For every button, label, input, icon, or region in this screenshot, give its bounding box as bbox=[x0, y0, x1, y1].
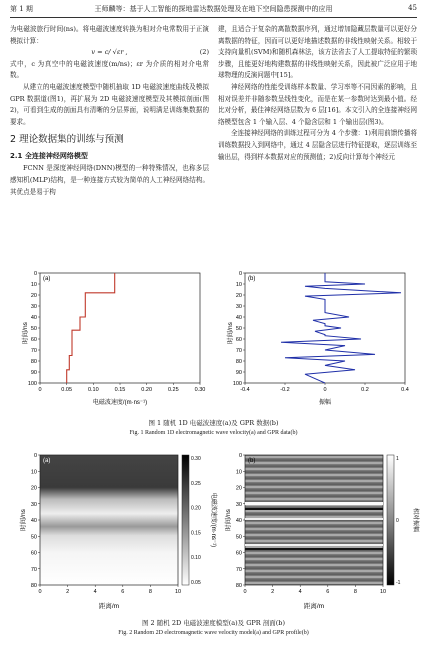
fig1b-ytick-label: 70 bbox=[235, 348, 242, 354]
fig2b-ytick-label: 50 bbox=[235, 534, 242, 541]
fig1b-ylabel: 时间/ns bbox=[227, 322, 234, 344]
fig2a-colorbar-tick: 0.10 bbox=[191, 555, 201, 562]
fig2a-ytick-label: 0 bbox=[33, 453, 37, 459]
paragraph: 全连接神经网络的训练过程可分为 4 个步骤：1)利用前馈传播将训练数据投入到网络中，通过 4 层隐含层进行特征提取，逐层训练至输出层，得到样本数据对应的预测值；2)反向计算每个神经元 bbox=[218, 129, 417, 161]
fig2b-ytick-label: 30 bbox=[235, 501, 242, 508]
fig2b-colorbar-tick: 1 bbox=[396, 456, 399, 462]
fig2b-ytick-label: 0 bbox=[238, 453, 242, 459]
fig2b-colorbar-tick: 0 bbox=[396, 518, 399, 524]
fig2a-xaxis bbox=[38, 585, 181, 595]
fig2b-reflector bbox=[245, 502, 383, 505]
fig1a-frame bbox=[40, 273, 200, 383]
fig2b-xaxis bbox=[243, 585, 386, 595]
fig2b-reflector bbox=[245, 548, 383, 550]
fig2a-xtick-label: 0 bbox=[38, 589, 42, 595]
fig2b-colorbar-ticks bbox=[396, 456, 401, 586]
fig1b-yaxis bbox=[233, 271, 245, 387]
fig2b-ytick-label: 40 bbox=[235, 518, 242, 524]
running-header bbox=[10, 4, 417, 18]
fig2a-ytick-label: 10 bbox=[30, 469, 37, 476]
fig2b-tag: (b) bbox=[248, 458, 256, 464]
figure-2-caption-en: Fig. 2 Random 2D electromagnetic wave velocity model(a) and GPR profile(b) bbox=[118, 630, 309, 636]
equation-number: (2) bbox=[199, 48, 209, 57]
fig1a-yaxis bbox=[28, 271, 40, 387]
fig1a-ytick-label: 100 bbox=[27, 381, 37, 387]
fig2a-ytick-label: 30 bbox=[30, 501, 37, 508]
fig2a-colorbar-tick: 0.20 bbox=[191, 505, 201, 512]
fig2a-xtick-label: 2 bbox=[66, 589, 70, 595]
fig1a-tag: (a) bbox=[43, 276, 51, 282]
fig1a-ytick-label: 70 bbox=[30, 348, 37, 354]
fig1a-xtick-label: 0.15 bbox=[114, 387, 126, 393]
fig1a-ytick-label: 10 bbox=[30, 282, 37, 288]
fig1b-ytick-label: 80 bbox=[235, 359, 242, 365]
fig2b-ytick-label: 70 bbox=[235, 566, 242, 573]
running-title: 王师麟等：基于人工智能的探地雷达数据处理及在地下空间隐患探测中的应用 bbox=[94, 5, 333, 13]
equation-body: v = c/ √εr , bbox=[91, 48, 128, 57]
fig2a-velocity-image bbox=[40, 455, 178, 585]
fig2b-reflector bbox=[245, 518, 383, 520]
fig2a-colorbar-label: 电磁波速度/(m·ns⁻¹) bbox=[210, 492, 216, 548]
right-column bbox=[218, 24, 417, 163]
paragraph: 建，且适合于复杂的离散数据序列，通过增加隐藏层数量可以更好分离数据的特征，因而可以更好地描述数据的非线性映射关系。相较于支持向量机(SVM)和随机森林法，该方法省去了人工提取特征的繁琐步骤，且能更好地构建数据的非线性映射关系，因此被广泛应用于地球物理的反演问题中[15]。 bbox=[218, 25, 417, 80]
fig2a-xtick-label: 8 bbox=[148, 589, 152, 595]
fig1a-ytick-label: 80 bbox=[30, 359, 37, 365]
fig1b-xtick-label: -0.2 bbox=[280, 387, 290, 393]
fig1a-xlabel: 电磁波速度/(m·ns⁻¹) bbox=[92, 400, 148, 406]
fig2b-xtick-label: 6 bbox=[326, 589, 330, 595]
fig1a-xtick-label: 0.20 bbox=[141, 387, 153, 393]
fig1b-xtick-label: -0.4 bbox=[240, 387, 250, 393]
fig2b-xlabel: 距离/m bbox=[303, 603, 325, 610]
fig1a-xtick-label: 0.10 bbox=[87, 387, 99, 393]
fig1a-xtick-label: 0 bbox=[38, 387, 42, 393]
fig1b-ytick-label: 90 bbox=[235, 370, 242, 376]
fig1a-ytick-label: 40 bbox=[30, 315, 37, 321]
fig1b-xaxis bbox=[240, 383, 409, 393]
fig2a-ytick-label: 70 bbox=[30, 566, 37, 573]
fig2a-xtick-label: 10 bbox=[174, 589, 182, 595]
fig2a-ytick-label: 60 bbox=[30, 550, 37, 557]
paragraph: 为电磁波旅行时间(ns)。将电磁波速度转换为相对介电常数用于正演模拟计算： bbox=[10, 25, 209, 45]
fig1a-ytick-label: 50 bbox=[30, 326, 37, 332]
fig1b-ytick-label: 20 bbox=[235, 293, 242, 299]
fig2a-ytick-label: 50 bbox=[30, 534, 37, 541]
fig2a-colorbar-tick: 0.25 bbox=[191, 480, 201, 487]
fig1a-velocity-line bbox=[67, 273, 115, 383]
fig2a-colorbar-tick: 0.30 bbox=[191, 456, 201, 462]
fig1b-ytick-label: 10 bbox=[235, 282, 242, 288]
figure-2 bbox=[0, 450, 427, 650]
fig1a-ytick-label: 0 bbox=[33, 271, 37, 277]
header-rule bbox=[10, 17, 417, 18]
fig2b-yaxis bbox=[236, 453, 245, 589]
left-column bbox=[10, 24, 209, 198]
fig2b-xtick-label: 2 bbox=[271, 589, 275, 595]
fig2a-ylabel: 时间/ns bbox=[20, 509, 27, 531]
subsection-heading: 2.1 全连接神经网络模型 bbox=[10, 152, 88, 161]
fig2a-ytick-label: 20 bbox=[30, 485, 37, 492]
fig1b-gpr-trace bbox=[281, 273, 401, 383]
fig2b-xtick-label: 8 bbox=[353, 589, 357, 595]
fig2b-xtick-label: 10 bbox=[379, 589, 387, 595]
figure-1 bbox=[0, 268, 427, 443]
issue-number: 第 1 期 bbox=[10, 5, 33, 13]
fig2a-colorbar-tick: 0.05 bbox=[191, 580, 201, 586]
fig2b-ytick-label: 80 bbox=[235, 583, 242, 589]
page-number: 45 bbox=[408, 4, 417, 12]
fig1b-tag: (b) bbox=[248, 276, 256, 282]
fig1b-ytick-label: 30 bbox=[235, 304, 242, 310]
fig2a-tag: (a) bbox=[43, 458, 51, 464]
fig1b-frame bbox=[245, 273, 405, 383]
fig1b-xtick-label: 0 bbox=[323, 387, 327, 393]
fig1a-ytick-label: 90 bbox=[30, 370, 37, 376]
fig2b-colorbar-tick: -1 bbox=[396, 580, 401, 586]
paragraph: 式中，c 为真空中的电磁波速度(m/ns)；εr 为介质的相对介电常数。 bbox=[10, 59, 209, 80]
figure-2-plots bbox=[0, 450, 427, 618]
fig2b-ytick-label: 20 bbox=[235, 485, 242, 492]
fig2a-ytick-label: 80 bbox=[30, 583, 37, 589]
figure-1-caption: 图 1 随机 1D 电磁波速度(a)及 GPR 数据(b) bbox=[148, 419, 279, 427]
section-heading: 2 理论数据集的训练与预测 bbox=[10, 134, 124, 146]
fig1a-xaxis bbox=[38, 383, 205, 393]
fig1b-xtick-label: 0.4 bbox=[401, 387, 409, 393]
fig2a-yaxis bbox=[31, 453, 40, 589]
fig2a-colorbar bbox=[182, 455, 189, 585]
fig1b-ytick-label: 0 bbox=[238, 271, 242, 277]
fig1a-xtick-label: 0.25 bbox=[167, 387, 179, 393]
fig1b-xlabel: 振幅 bbox=[318, 400, 332, 406]
fig2b-colorbar bbox=[387, 455, 394, 585]
fig1a-ylabel: 时间/ns bbox=[22, 322, 29, 344]
figure-1-caption-en: Fig. 1 Random 1D electromagnetic wave velocity(a) and GPR data(b) bbox=[129, 430, 298, 436]
fig1a-xtick-label: 0.05 bbox=[61, 387, 73, 393]
paragraph: 从建立的电磁波速度模型中随机抽取 1D 电磁波速度曲线及模拟 GPR 数据道(图1)，再扩展为 2D 电磁波速度模型及其模拟剖面(图2)，可看到生成的剖面具有清晰的分层界面，说明满足训练集数据的要求。 bbox=[10, 82, 209, 126]
fig1a-xtick-label: 0.30 bbox=[194, 387, 206, 393]
fig2a-ytick-label: 40 bbox=[30, 518, 37, 524]
fig2b-ylabel: 时间/ns bbox=[225, 509, 232, 531]
fig1a-ytick-label: 20 bbox=[30, 293, 37, 299]
fig2a-xtick-label: 6 bbox=[121, 589, 125, 595]
fig1b-xtick-label: 0.2 bbox=[361, 387, 369, 393]
figure-2-caption: 图 2 随机 2D 电磁波速度模型(a)及 GPR 剖面(b) bbox=[141, 619, 286, 627]
figure-1-plots bbox=[0, 268, 427, 418]
fig2b-ytick-label: 10 bbox=[235, 469, 242, 476]
fig1a-ytick-label: 30 bbox=[30, 304, 37, 310]
fig1b-ytick-label: 50 bbox=[235, 326, 242, 332]
fig1b-ytick-label: 100 bbox=[232, 381, 242, 387]
paragraph: 神经网络的性能受训练样本数量、学习率等不同因素的影响，且相对误差并非随参数呈线性变化，而是在某一参数时达到最小值。经比对分析，最佳神经网络层数为 6 层[16]。本文引入的全连接神经网络模型包含 1 个输入层、4 个隐含层和 1 个输出层(图3)。 bbox=[218, 82, 417, 126]
fig2a-xtick-label: 4 bbox=[93, 589, 97, 595]
fig2a-colorbar-ticks bbox=[191, 456, 201, 586]
fig2b-xtick-label: 0 bbox=[243, 589, 247, 595]
fig1b-ytick-label: 60 bbox=[235, 337, 242, 343]
fig2b-xtick-label: 4 bbox=[298, 589, 302, 595]
fig2b-ytick-label: 60 bbox=[235, 550, 242, 557]
fig2b-colorbar-label: 相对振幅 bbox=[412, 507, 418, 533]
fig1a-ytick-label: 60 bbox=[30, 337, 37, 343]
fig2b-reflector bbox=[245, 544, 383, 546]
paragraph: FCNN 是深度神经网络(DNN)模型的一种特殊情况，也称多层感知机(MLP)结构，是一种连接方式较为简单的人工神经网络结构。其优点是易于构 bbox=[10, 164, 209, 196]
fig2a-colorbar-tick: 0.15 bbox=[191, 530, 201, 537]
fig1b-ytick-label: 40 bbox=[235, 315, 242, 321]
fig2b-reflector bbox=[245, 508, 383, 510]
fig2a-xlabel: 距离/m bbox=[98, 603, 120, 610]
equation-2 bbox=[10, 47, 209, 59]
